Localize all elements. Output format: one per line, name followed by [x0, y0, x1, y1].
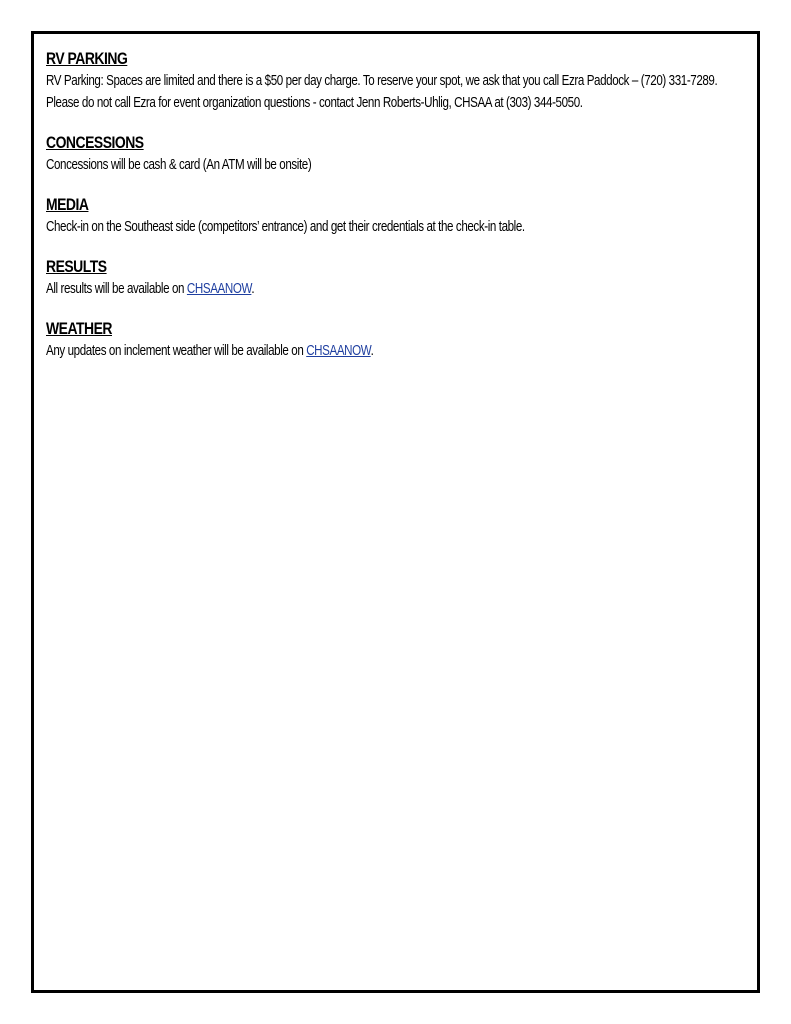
results-period: .	[251, 281, 255, 297]
section-body-weather	[46, 340, 750, 362]
chsaanow-weather-link[interactable]: CHSAANOW	[306, 343, 371, 359]
document-content	[46, 48, 750, 380]
section-heading-concessions: CONCESSIONS	[46, 133, 144, 152]
section-body-media	[46, 216, 750, 238]
concessions-text: Concessions will be cash & card (An ATM will be onsite)	[46, 157, 312, 173]
section-rv-parking	[46, 48, 750, 114]
results-line	[46, 278, 750, 300]
section-concessions	[46, 132, 750, 176]
section-results	[46, 256, 750, 300]
section-media	[46, 194, 750, 238]
media-text: Check-in on the Southeast side (competitors’ entrance) and get their credentials at the check-in table.	[46, 219, 525, 235]
section-heading-media: MEDIA	[46, 195, 89, 214]
results-text: All results will be available on	[46, 281, 187, 297]
weather-period: .	[370, 343, 374, 359]
section-body-rv-parking	[46, 70, 750, 114]
section-heading-rv-parking: RV PARKING	[46, 49, 128, 68]
section-heading-results: RESULTS	[46, 257, 107, 276]
section-heading-weather: WEATHER	[46, 319, 112, 338]
section-body-results	[46, 278, 750, 300]
chsaanow-results-link[interactable]: CHSAANOW	[186, 281, 252, 297]
weather-text: Any updates on inclement weather will be available on	[46, 343, 307, 359]
rv-parking-text: RV Parking: Spaces are limited and there is a $50 per day charge. To reserve your spot, we ask that you call Ezra Paddock – (720) 331-7289. Please do not call Ezra for event organization questions - contact Jenn Roberts-Uhlig, CHSAA at (303) 344-5050.	[46, 73, 718, 111]
section-weather	[46, 318, 750, 362]
weather-line	[46, 340, 750, 362]
section-body-concessions	[46, 154, 750, 176]
